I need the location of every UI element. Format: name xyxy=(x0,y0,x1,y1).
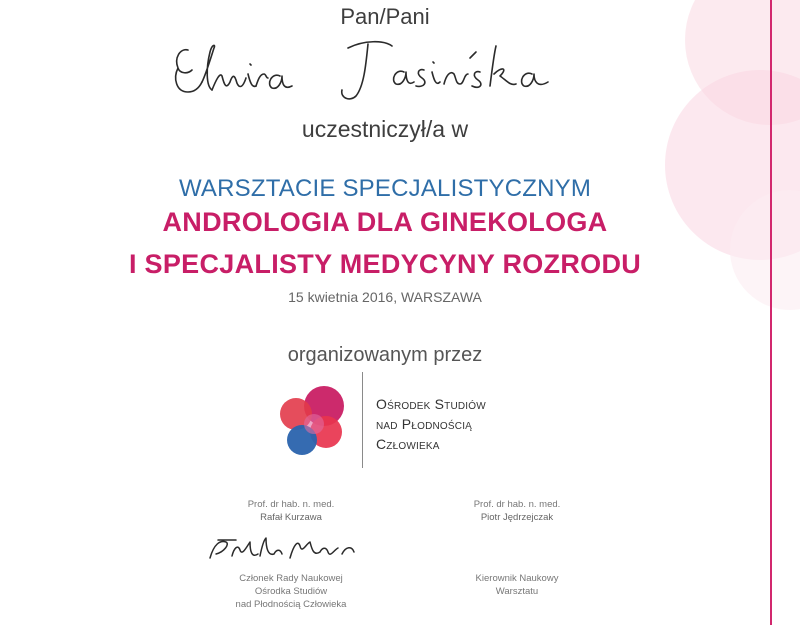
workshop-title-line-2: I SPECJALISTY MEDYCYNY ROZRODU xyxy=(128,249,642,279)
organized-by-text: organizowanym przez xyxy=(287,344,483,366)
signatory-left-title: Prof. dr hab. n. med. xyxy=(247,499,335,510)
organizer-name xyxy=(376,394,486,454)
date-place: 15 kwietnia 2016, WARSZAWA xyxy=(288,289,482,305)
organizer-name-line-3: Człowieka xyxy=(376,436,440,452)
greeting: Pan/Pani xyxy=(340,4,430,29)
signatory-right-role-line-2: Warsztatu xyxy=(495,586,539,597)
workshop-type: WARSZTACIE SPECJALISTYCZNYM xyxy=(178,175,592,202)
signatory-right-title: Prof. dr hab. n. med. xyxy=(473,499,561,510)
organizer-name-line-1: Ośrodek Studiów xyxy=(376,396,486,412)
signatory-left-header xyxy=(196,498,386,524)
participant-name-handwriting xyxy=(168,34,588,104)
workshop-title-line-1: ANDROLOGIA DLA GINEKOLOGA xyxy=(162,207,608,237)
signatory-left-role-line-3: nad Płodnością Człowieka xyxy=(235,599,347,610)
signatory-left-name: Rafał Kurzawa xyxy=(260,512,322,523)
signatory-left-role xyxy=(196,572,386,611)
background-decoration xyxy=(640,0,800,330)
page-border-line xyxy=(770,0,772,625)
logo-divider xyxy=(362,372,363,468)
organizer-name-line-2: nad Płodnością xyxy=(376,416,473,432)
signatory-right-role-line-1: Kierownik Naukowy xyxy=(475,573,559,584)
signatory-right-role xyxy=(422,572,612,598)
signatory-left-role-line-2: Ośrodka Studiów xyxy=(254,586,328,597)
signatory-right-header xyxy=(422,498,612,524)
signature-left xyxy=(206,532,360,568)
organizer-logo-icon xyxy=(276,384,350,458)
participated-text: uczestniczył/a w xyxy=(301,116,469,142)
signatory-left-role-line-1: Członek Rady Naukowej xyxy=(239,573,343,584)
signatory-right-name: Piotr Jędrzejczak xyxy=(480,512,554,523)
